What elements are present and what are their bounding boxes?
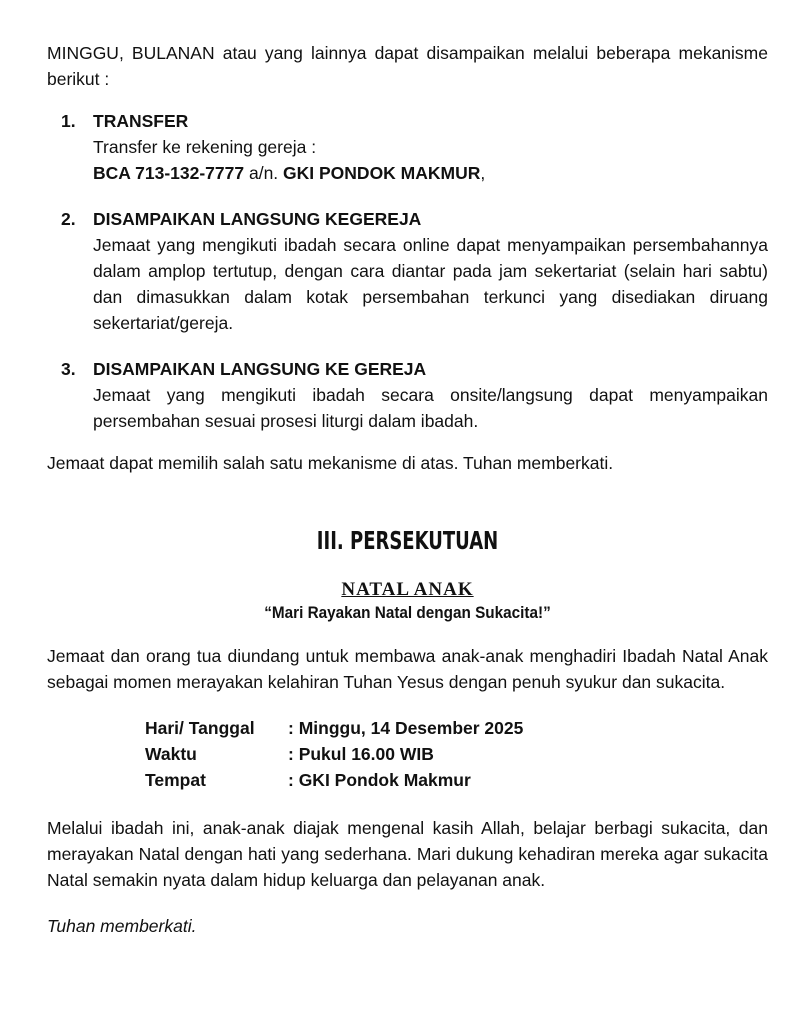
item-body: Jemaat yang mengikuti ibadah secara online dapat menyampaikan persembahannya dalam amplop tertutup, dengan cara diantar pada jam sekertariat (selain hari sabtu) dan dimasukkan dalam kotak persembahan terkunci yang disediakan diruang sekertariat/gereja. (93, 235, 768, 333)
closing-note: Jemaat dapat memilih salah satu mekanisme di atas. Tuhan memberkati. (47, 453, 614, 473)
detail-label: Hari/ Tanggal (145, 718, 255, 738)
item-number: 2. (61, 209, 76, 229)
detail-value: : Pukul 16.00 WIB (288, 744, 434, 764)
item-body (93, 134, 768, 186)
account-punct: , (480, 163, 486, 183)
item-number: 3. (61, 359, 76, 379)
item-title: DISAMPAIKAN LANGSUNG KEGEREJA (93, 209, 422, 229)
detail-row-time (145, 741, 768, 767)
detail-row-date (145, 715, 768, 741)
event-subtitle: “Mari Rayakan Natal dengan Sukacita!” (264, 603, 551, 622)
mechanism-item-deliver-office (47, 206, 768, 336)
detail-row-place (145, 767, 768, 793)
item-title: DISAMPAIKAN LANGSUNG KE GEREJA (93, 359, 427, 379)
blessing: Tuhan memberkati. (47, 916, 197, 936)
bank-account-number: BCA 713-132-7777 (93, 163, 245, 183)
event-body: Melalui ibadah ini, anak-anak diajak mengenal kasih Allah, belajar berbagi sukacita, dan merayakan Natal dengan hati yang sederhana. Mari dukung kehadiran mereka agar sukacita Natal semakin nyata dalam hidup keluarga dan pelayanan anak. (47, 818, 768, 890)
event-title: NATAL ANAK (341, 579, 474, 600)
item-number: 1. (61, 111, 76, 131)
transfer-instruction: Transfer ke rekening gereja : (93, 137, 317, 157)
event-invitation: Jemaat dan orang tua diundang untuk membawa anak-anak menghadiri Ibadah Natal Anak sebagai momen merayakan kelahiran Tuhan Yesus dengan penuh syukur dan sukacita. (47, 646, 768, 692)
intro-paragraph: MINGGU, BULANAN atau yang lainnya dapat disampaikan melalui beberapa mekanisme berikut : (47, 43, 768, 89)
mechanism-item-deliver-church (47, 356, 768, 434)
account-holder-name: GKI PONDOK MAKMUR (283, 163, 481, 183)
document-page (47, 40, 768, 939)
detail-value: : Minggu, 14 Desember 2025 (288, 718, 524, 738)
account-connector: a/n. (244, 163, 284, 183)
detail-value: : GKI Pondok Makmur (288, 770, 471, 790)
item-title: TRANSFER (93, 111, 189, 131)
item-body: Jemaat yang mengikuti ibadah secara onsite/langsung dapat menyampaikan persembahan sesuai prosesi liturgi dalam ibadah. (93, 385, 768, 431)
mechanism-item-transfer (47, 108, 768, 186)
detail-label: Waktu (145, 744, 197, 764)
bank-account-line (93, 160, 768, 186)
section-title: III. PERSEKUTUAN (316, 526, 499, 555)
event-details (145, 715, 768, 793)
detail-label: Tempat (145, 770, 206, 790)
mechanism-list (47, 108, 768, 434)
